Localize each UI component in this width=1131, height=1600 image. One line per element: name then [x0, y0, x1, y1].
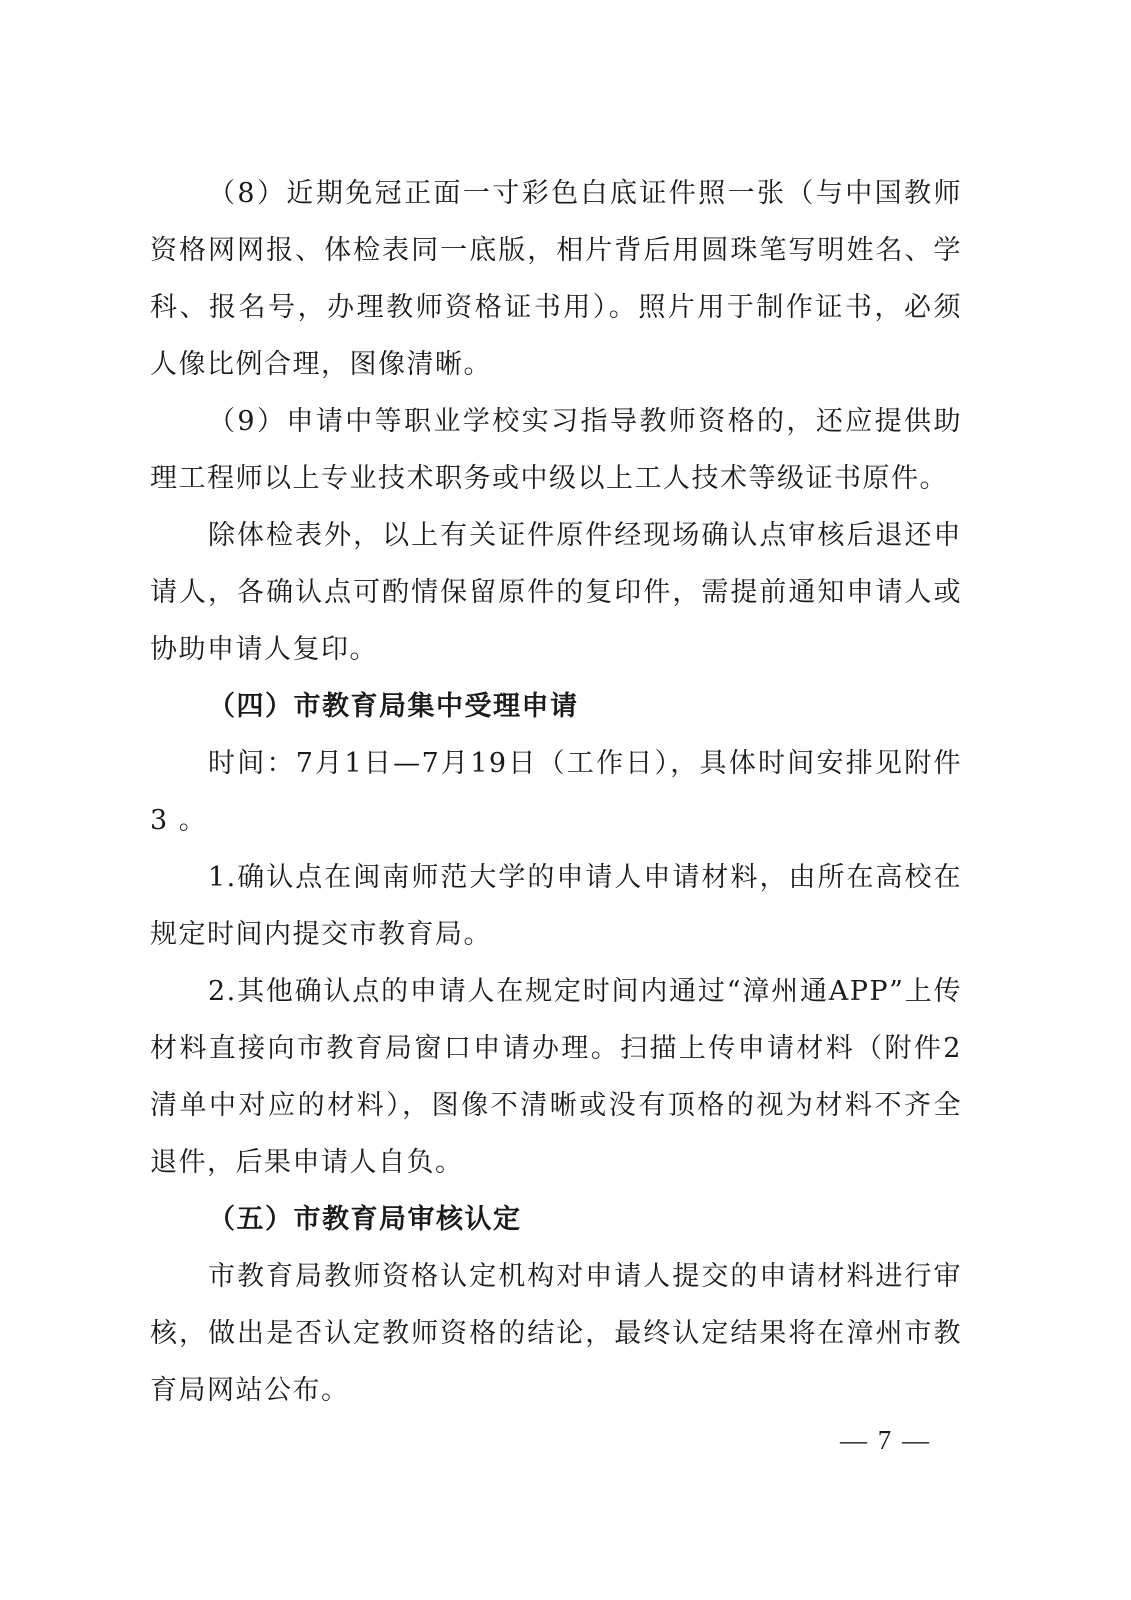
paragraph-item-9-vocational: （9）申请中等职业学校实习指导教师资格的，还应提供助理工程师以上专业技术职务或中级以上工人技术等级证书原件。: [150, 406, 962, 494]
section-heading-4: （四）市教育局集中受理申请: [208, 691, 579, 722]
section-heading-5: （五）市教育局审核认定: [208, 1204, 522, 1235]
paragraph-point-1: 1.确认点在闽南师范大学的申请人申请材料，由所在高校在规定时间内提交市教育局。: [150, 862, 962, 950]
paragraph-original-documents: 除体检表外，以上有关证件原件经现场确认点审核后退还申请人，各确认点可酌情保留原件的复印件，需提前通知申请人或协助申请人复印。: [150, 520, 962, 665]
paragraph-review: 市教育局教师资格认定机构对申请人提交的申请材料进行审核，做出是否认定教师资格的结论，最终认定结果将在漳州市教育局网站公布。: [150, 1261, 962, 1406]
paragraph-item-8-photo: （8）近期免冠正面一寸彩色白底证件照一张（与中国教师资格网网报、体检表同一底版，相片背后用圆珠笔写明姓名、学科、报名号，办理教师资格证书用）。照片用于制作证书，必须人像比例合理，图像清晰。: [150, 178, 962, 380]
paragraph-point-2: 2.其他确认点的申请人在规定时间内通过“漳州通APP”上传材料直接向市教育局窗口申请办理。扫描上传申请材料（附件2清单中对应的材料），图像不清晰或没有顶格的视为材料不齐全退件，后果申请人自负。: [150, 976, 962, 1178]
paragraph-time: 时间：7月1日—7月19日（工作日），具体时间安排见附件3 。: [150, 748, 962, 836]
page-number: — 7 —: [840, 1425, 931, 1455]
document-body: [150, 165, 962, 1419]
